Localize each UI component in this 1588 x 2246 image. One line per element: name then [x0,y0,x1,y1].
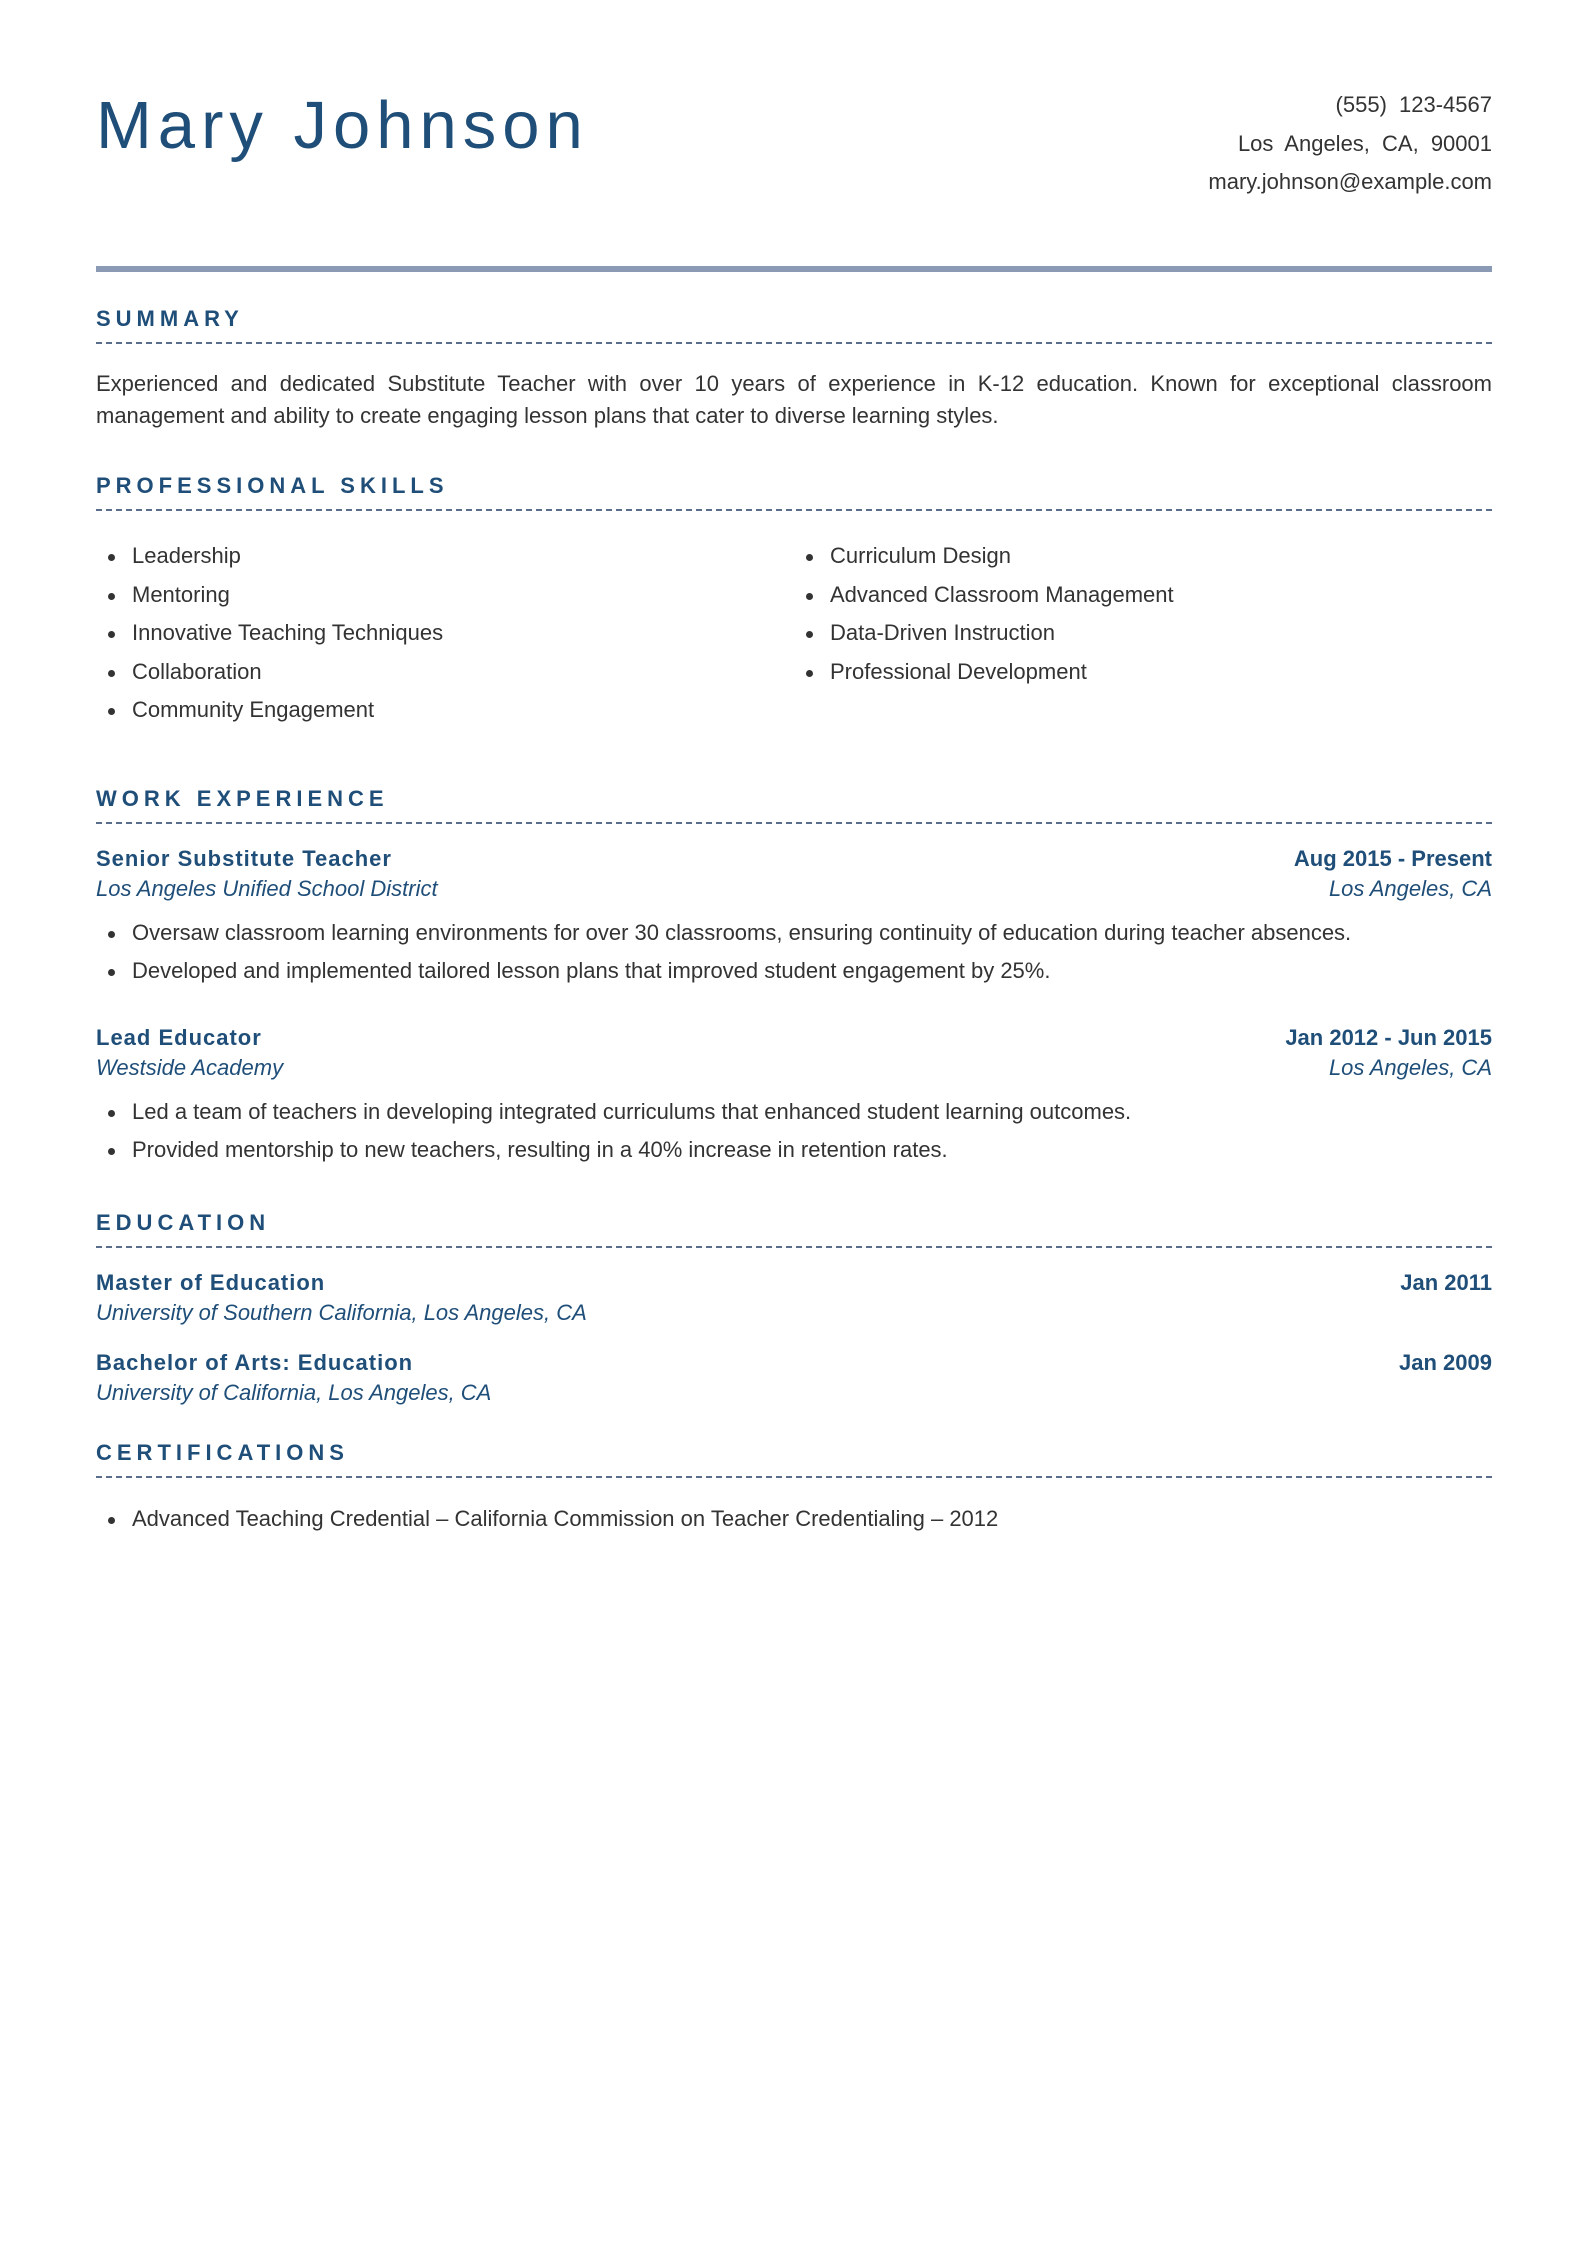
contact-phone: (555) 123-4567 [1335,92,1492,117]
section-title-skills: PROFESSIONAL SKILLS [96,473,449,498]
summary-text: Experienced and dedicated Substitute Teacher with over 10 years of experience in K-12 education. Known for exceptional classroom management and ability to create engaging lesson plans that cater to diverse learning styles. [96,371,1492,428]
section-divider [96,509,1492,511]
school-name: University of Southern California, Los Angeles, CA [96,1299,587,1325]
certifications-section [96,1439,1492,1539]
job-title: Senior Substitute Teacher [96,845,392,871]
header-divider [96,266,1492,272]
education-entry [96,1270,1492,1326]
job-location: Los Angeles, CA [1328,1054,1492,1080]
section-divider [96,822,1492,824]
section-divider [96,1476,1492,1478]
degree-date: Jan 2011 [1400,1269,1492,1295]
degree-title: Master of Education [96,1269,326,1295]
section-divider [96,1246,1492,1248]
job-header-row [96,1025,1492,1051]
job-dates: Jan 2012 - Jun 2015 [1285,1024,1492,1050]
skills-column-right [794,537,1492,730]
skill-item: Curriculum Design [794,537,1492,576]
job-entry [96,846,1492,991]
certification-list [96,1500,1492,1539]
education-section [96,1209,1492,1406]
section-divider [96,342,1492,344]
job-title: Lead Educator [96,1024,262,1050]
section-title-certifications: CERTIFICATIONS [96,1439,349,1465]
job-bullets [96,1093,1492,1170]
skill-item: Professional Development [794,653,1492,692]
skill-item: Advanced Classroom Management [794,576,1492,615]
skills-section [96,475,1492,730]
section-title-education: EDUCATION [96,1209,271,1235]
skills-column-left [96,537,794,730]
section-title-work: WORK EXPERIENCE [96,785,389,811]
skill-item: Innovative Teaching Techniques [96,614,794,653]
job-bullet: Developed and implemented tailored lesson plans that improved student engagement by 25%. [96,952,1492,991]
skill-item: Leadership [96,537,794,576]
education-header-row [96,1350,1492,1376]
job-bullet: Led a team of teachers in developing integrated curriculums that enhanced student learning outcomes. [96,1093,1492,1132]
skill-item: Collaboration [96,653,794,692]
education-subheader-row [96,1380,1492,1406]
job-subheader-row [96,1055,1492,1081]
job-bullets [96,914,1492,991]
contact-address: Los Angeles, CA, 90001 [1237,130,1492,156]
job-bullet: Provided mentorship to new teachers, resulting in a 40% increase in retention rates. [96,1131,1492,1170]
candidate-name: Mary Johnson [96,88,589,163]
skill-item: Community Engagement [96,691,794,730]
job-organization: Westside Academy [96,1054,284,1080]
degree-date: Jan 2009 [1399,1349,1492,1375]
job-entry [96,1025,1492,1170]
education-header-row [96,1270,1492,1296]
job-organization: Los Angeles Unified School District [96,875,438,901]
education-subheader-row [96,1300,1492,1326]
contact-email: mary.johnson@example.com [1208,169,1492,194]
contact-block [1208,86,1492,202]
degree-title: Bachelor of Arts: Education [96,1349,414,1375]
job-bullet: Oversaw classroom learning environments for over 30 classrooms, ensuring continuity of education during teacher absences. [96,914,1492,953]
resume-header [96,0,1492,268]
work-experience-section [96,785,1492,1170]
skill-item: Data-Driven Instruction [794,614,1492,653]
job-subheader-row [96,876,1492,902]
section-title-summary: SUMMARY [96,306,244,331]
certification-item: Advanced Teaching Credential – California Commission on Teacher Credentialing – 2012 [96,1500,1492,1539]
job-dates: Aug 2015 - Present [1293,845,1492,871]
skills-grid [96,537,1492,730]
skill-item: Mentoring [96,576,794,615]
school-name: University of California, Los Angeles, CA [96,1379,492,1405]
education-entry [96,1350,1492,1406]
job-location: Los Angeles, CA [1328,875,1492,901]
summary-section [96,308,1492,432]
job-header-row [96,846,1492,872]
